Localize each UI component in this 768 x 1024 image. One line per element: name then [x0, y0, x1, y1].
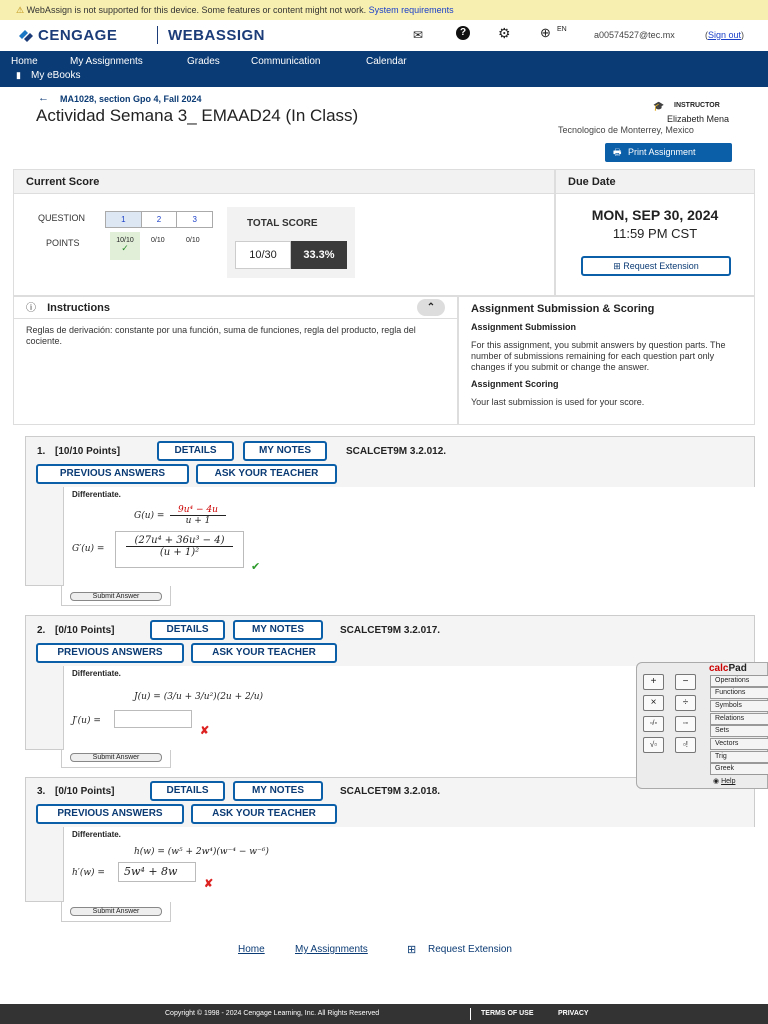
- submission-heading: Assignment Submission & Scoring: [471, 303, 655, 315]
- question-2-code: SCALCET9M 3.2.017.: [340, 625, 441, 636]
- nav-grades[interactable]: Grades: [187, 56, 220, 67]
- instructions-header: [14, 297, 457, 319]
- question-3-answer-box[interactable]: 5w⁴ + 8w: [118, 862, 196, 882]
- question-1-notes-button[interactable]: MY NOTES: [243, 441, 327, 461]
- calcpad-title-pad: Pad: [728, 663, 747, 674]
- institution-name: Tecnologico de Monterrey, Mexico: [558, 125, 694, 135]
- calcpad-widget: [636, 662, 768, 789]
- question-3-code: SCALCET9M 3.2.018.: [340, 786, 441, 797]
- question-2-answer-lhs: J′(u) =: [72, 716, 101, 726]
- question-2-function: J(u) = (3/u + 3/u²)(2u + 2/u): [134, 692, 264, 702]
- calendar-plus-icon: ⊞: [407, 944, 417, 956]
- due-date-heading: Due Date: [556, 170, 754, 194]
- question-3-submit-area: [61, 902, 171, 922]
- question-2-number: 2.: [37, 625, 46, 636]
- unsupported-warning-bar: [0, 0, 768, 20]
- question-1-prompt: Differentiate.: [72, 490, 121, 499]
- due-time-value: 11:59 PM CST: [612, 226, 698, 241]
- nav-home[interactable]: Home: [11, 56, 38, 67]
- question-1-points: [10/10 Points]: [55, 446, 121, 457]
- calcpad-exponent-key[interactable]: ▫▫: [675, 716, 696, 732]
- graduation-cap-icon: 🎓: [653, 101, 665, 111]
- calcpad-menu-operations[interactable]: Operations: [710, 675, 768, 687]
- nav-calendar[interactable]: Calendar: [366, 56, 407, 67]
- instructions-heading: Instructions: [47, 302, 111, 314]
- question-1-submit-area: [61, 586, 171, 606]
- question-3-points: [0/10 Points]: [55, 786, 115, 797]
- footer-divider: [470, 1008, 471, 1020]
- instructions-panel: [13, 296, 458, 425]
- submission-scoring-panel: [458, 296, 755, 425]
- question-3-number: 3.: [37, 786, 46, 797]
- points-row-label: POINTS: [46, 238, 80, 248]
- question-1-card: [25, 436, 755, 586]
- instructor-label: INSTRUCTOR: [674, 102, 720, 109]
- logo-divider: [157, 26, 158, 44]
- question-2-submit-area: [61, 750, 171, 768]
- question-link-3[interactable]: 3: [192, 215, 197, 224]
- points-q1: 10/10: [116, 237, 134, 244]
- messages-icon[interactable]: ✉: [413, 28, 424, 42]
- course-breadcrumb[interactable]: MA1028, section Gpo 4, Fall 2024: [60, 94, 202, 104]
- ebook-icon: ▮: [16, 70, 21, 80]
- question-1-answer-denominator: (u + 1)²: [159, 547, 200, 558]
- request-extension-button[interactable]: [581, 256, 731, 276]
- calcpad-menu-vectors[interactable]: Vectors: [710, 738, 768, 750]
- collapse-chevron-icon[interactable]: ⌃: [417, 299, 445, 316]
- due-date-value: MON, SEP 30, 2024: [591, 207, 719, 223]
- question-3-function: h(w) = (w⁵ + 2w⁴)(w⁻⁴ − w⁻⁶): [134, 847, 269, 857]
- question-link-2[interactable]: 2: [142, 212, 178, 227]
- calcpad-menu-greek[interactable]: Greek: [710, 763, 768, 775]
- question-link-1[interactable]: 1: [106, 212, 142, 227]
- language-globe-icon[interactable]: ⊕: [540, 25, 551, 40]
- question-2-answer-box[interactable]: [114, 710, 192, 728]
- nav-my-assignments[interactable]: My Assignments: [70, 56, 143, 67]
- back-arrow-icon[interactable]: ←: [38, 92, 49, 104]
- question-1-answer-numerator: (27u⁴ + 36u³ − 4): [126, 535, 233, 547]
- language-code[interactable]: EN: [557, 26, 567, 33]
- instructor-name: Elizabeth Mena: [667, 114, 730, 124]
- question-2-previous-answers-button[interactable]: PREVIOUS ANSWERS: [36, 643, 184, 663]
- incorrect-x-icon: ✘: [204, 878, 214, 890]
- assignment-submission-title: Assignment Submission: [471, 322, 577, 332]
- footer-my-assignments-link[interactable]: My Assignments: [295, 944, 368, 955]
- calcpad-title: [709, 663, 747, 674]
- footer-bar: [0, 1004, 768, 1024]
- due-date-panel: [555, 169, 755, 296]
- question-1-fn-numerator: 9u⁴ − 4u: [170, 505, 226, 516]
- total-score-percent: 33.3%: [291, 241, 347, 269]
- help-icon[interactable]: ?: [456, 26, 470, 40]
- cengage-logo-icon: [16, 27, 34, 45]
- calcpad-plus-key[interactable]: +: [643, 674, 664, 690]
- copyright-text: Copyright © 1998 - 2024 Cengage Learning, Inc. All Rights Reserved: [165, 1010, 380, 1017]
- question-2-notes-button[interactable]: MY NOTES: [233, 620, 323, 640]
- footer-request-extension-link[interactable]: Request Extension: [428, 944, 512, 955]
- question-row-label: QUESTION: [38, 213, 86, 223]
- question-1-body: [63, 487, 756, 587]
- printer-icon: 🖶: [613, 147, 622, 157]
- warning-icon: ⚠: [16, 5, 25, 15]
- question-3-details-button[interactable]: DETAILS: [150, 781, 225, 801]
- question-1-details-button[interactable]: DETAILS: [157, 441, 234, 461]
- assignment-scoring-title: Assignment Scoring: [471, 379, 559, 389]
- calendar-plus-icon: ⊞: [613, 261, 621, 271]
- sign-out-link[interactable]: Sign out: [708, 30, 742, 40]
- settings-gear-icon[interactable]: ⚙: [498, 25, 511, 41]
- question-1-submit-button[interactable]: Submit Answer: [70, 592, 162, 601]
- privacy-link[interactable]: PRIVACY: [558, 1010, 589, 1017]
- question-3-submit-button[interactable]: Submit Answer: [70, 907, 162, 916]
- calcpad-factorial-key[interactable]: ▫!: [675, 737, 696, 753]
- total-score-box: [227, 207, 355, 278]
- footer-home-link[interactable]: Home: [238, 944, 265, 955]
- question-2-details-button[interactable]: DETAILS: [150, 620, 225, 640]
- calcpad-menu-sets[interactable]: Sets: [710, 725, 768, 737]
- help-circle-icon: ◉: [713, 778, 720, 785]
- calcpad-minus-key[interactable]: −: [675, 674, 696, 690]
- cengage-logo-text: CENGAGE: [38, 27, 118, 44]
- top-bar: [0, 20, 768, 51]
- print-assignment-label: Print Assignment: [628, 147, 696, 157]
- request-extension-label: Request Extension: [623, 261, 699, 271]
- warning-text: WebAssign is not supported for this device. Some features or content might not work.: [26, 5, 367, 15]
- question-1-previous-answers-button[interactable]: PREVIOUS ANSWERS: [36, 464, 189, 484]
- points-q3: 0/10: [186, 237, 200, 244]
- calcpad-multiply-key[interactable]: ×: [643, 695, 664, 711]
- calcpad-menu-functions[interactable]: Functions: [710, 687, 768, 699]
- question-1-answer-box[interactable]: [115, 531, 244, 568]
- calcpad-help-link[interactable]: [713, 777, 735, 785]
- calcpad-menu-trig[interactable]: Trig: [710, 751, 768, 763]
- question-3-card: [25, 777, 755, 902]
- points-q2: 0/10: [151, 237, 165, 244]
- incorrect-x-icon: ✘: [200, 725, 210, 737]
- nav-communication[interactable]: Communication: [251, 56, 321, 67]
- question-2-prompt: Differentiate.: [72, 669, 121, 678]
- question-links: [105, 211, 213, 228]
- nav-my-ebooks[interactable]: My eBooks: [31, 70, 81, 81]
- calcpad-fraction-key[interactable]: ▫/▫: [643, 716, 664, 732]
- assignment-scoring-text: Your last submission is used for your score.: [471, 397, 645, 407]
- question-1-code: SCALCET9M 3.2.012.: [346, 446, 447, 457]
- question-3-body: [63, 827, 756, 903]
- total-score-value: 10/30: [235, 241, 291, 269]
- points-q1-cell: [110, 232, 140, 260]
- calcpad-divide-key[interactable]: ÷: [675, 695, 696, 711]
- calcpad-help-label: Help: [721, 778, 736, 785]
- question-3-prompt: Differentiate.: [72, 830, 121, 839]
- calcpad-menu-symbols[interactable]: Symbols: [710, 700, 768, 712]
- question-2-submit-button[interactable]: Submit Answer: [70, 753, 162, 762]
- question-1-answer-lhs: G′(u) =: [72, 544, 105, 554]
- question-3-notes-button[interactable]: MY NOTES: [233, 781, 323, 801]
- webassign-logo-text: WEBASSIGN: [168, 27, 266, 44]
- main-nav: [0, 51, 768, 87]
- question-3-answer-lhs: h′(w) =: [72, 868, 105, 878]
- question-1-number: 1.: [37, 446, 46, 457]
- info-icon: ⓘ: [26, 303, 36, 314]
- question-1-fn-lhs: G(u) =: [134, 511, 165, 521]
- calcpad-menu-relations[interactable]: Relations: [710, 713, 768, 725]
- print-assignment-button[interactable]: [605, 143, 732, 162]
- page-title: Actividad Semana 3_ EMAAD24 (In Class): [36, 106, 359, 125]
- terms-of-use-link[interactable]: TERMS OF USE: [481, 1010, 534, 1017]
- calcpad-sqrt-key[interactable]: √▫: [643, 737, 664, 753]
- calcpad-title-calc: calc: [709, 663, 729, 674]
- question-2-ask-teacher-button[interactable]: ASK YOUR TEACHER: [191, 643, 337, 663]
- current-score-heading: Current Score: [14, 170, 554, 194]
- question-1-ask-teacher-button[interactable]: ASK YOUR TEACHER: [196, 464, 337, 484]
- total-score-label: TOTAL SCORE: [247, 218, 318, 229]
- correct-check-icon: ✔: [251, 561, 261, 573]
- user-email: a00574527@tec.mx: [594, 30, 675, 40]
- question-2-points: [0/10 Points]: [55, 625, 115, 636]
- instructions-text: Reglas de derivación: constante por una función, suma de funciones, regla del producto, regla del cociente.: [26, 325, 416, 346]
- system-requirements-link[interactable]: System requirements: [368, 5, 454, 15]
- correct-check-icon: ✓: [121, 243, 129, 253]
- sign-out-wrapper: (Sign out): [705, 30, 745, 40]
- current-score-panel: [13, 169, 555, 296]
- question-1-fraction: [170, 505, 226, 526]
- question-3-previous-answers-button[interactable]: PREVIOUS ANSWERS: [36, 804, 184, 824]
- question-1-fn-denominator: u + 1: [185, 516, 211, 526]
- question-3-ask-teacher-button[interactable]: ASK YOUR TEACHER: [191, 804, 337, 824]
- assignment-submission-text: For this assignment, you submit answers by question parts. The number of submissions remaining for each question part only changes if you submit or change the answer.: [471, 340, 726, 372]
